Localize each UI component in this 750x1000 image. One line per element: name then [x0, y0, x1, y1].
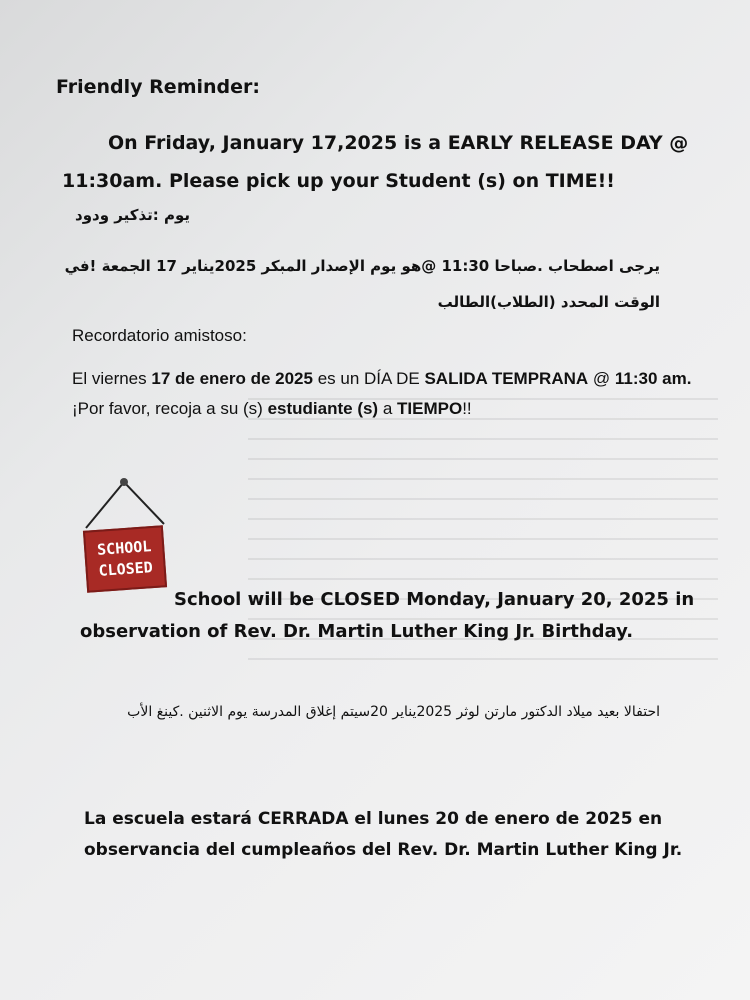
- closure-english: [80, 584, 700, 648]
- es-text: El viernes: [72, 369, 152, 388]
- es-date: 17 de enero de 2025: [151, 369, 313, 388]
- reminder-spanish-paragraph: [72, 364, 712, 424]
- closure-arabic: احتفالا بعيد ميلاد الدكتور مارتن لوثر 2025يناير 20سيتم إغلاق المدرسة يوم الاثنين .كينغ الأب: [127, 704, 660, 720]
- es-text: a: [378, 399, 398, 418]
- es-time: 11:30 am.: [614, 369, 692, 388]
- sign-board: [83, 525, 167, 592]
- reminder-event: EARLY RELEASE DAY @ 11:30am.: [62, 132, 689, 192]
- reminder-text: Please pick up your: [162, 170, 386, 192]
- es-tiempo: TIEMPO: [397, 399, 463, 418]
- es-text: es un DÍA DE: [312, 369, 425, 388]
- reminder-arabic-title: يوم :تذكير ودود: [75, 206, 190, 224]
- es-text: ¡Por favor, recoja a su (s): [72, 399, 268, 418]
- reminder-time: TIME!!: [545, 170, 615, 192]
- reminder-student: Student (s): [385, 170, 506, 192]
- reminder-spanish-heading: Recordatorio amistoso:: [72, 326, 247, 345]
- sign-line-1: SCHOOL: [96, 537, 152, 559]
- reminder-date: Friday, January 17,2025: [144, 132, 398, 154]
- reminder-text: on: [505, 170, 546, 192]
- reminder-paragraph: [62, 124, 722, 200]
- es-text: !!: [462, 399, 472, 418]
- reminder-heading: Friendly Reminder:: [56, 76, 260, 98]
- reminder-text: is a: [397, 132, 448, 154]
- sign-line-2: CLOSED: [98, 558, 154, 580]
- es-event: SALIDA TEMPRANA: [424, 369, 589, 388]
- bleed-through-text: [248, 398, 718, 738]
- closure-english-text: School will be CLOSED Monday, January 20, 2025 in observation of Rev. Dr. Martin Luther King Jr. Birthday.: [80, 589, 695, 642]
- es-student: estudiante (s): [267, 399, 379, 418]
- school-closed-sign: [82, 476, 172, 594]
- es-text: @: [588, 369, 615, 388]
- reminder-arabic-paragraph: يرجى اصطحاب .صباحا 11:30 @هو يوم الإصدار المبكر 2025يناير 17 الجمعة !في الوقت المحدد (الطلاب)الطالب: [64, 257, 660, 311]
- closure-spanish: La escuela estará CERRADA el lunes 20 de enero de 2025 en observancia del cumpleaños del Rev. Dr. Martin Luther King Jr.: [84, 809, 683, 860]
- reminder-text: On: [108, 132, 145, 154]
